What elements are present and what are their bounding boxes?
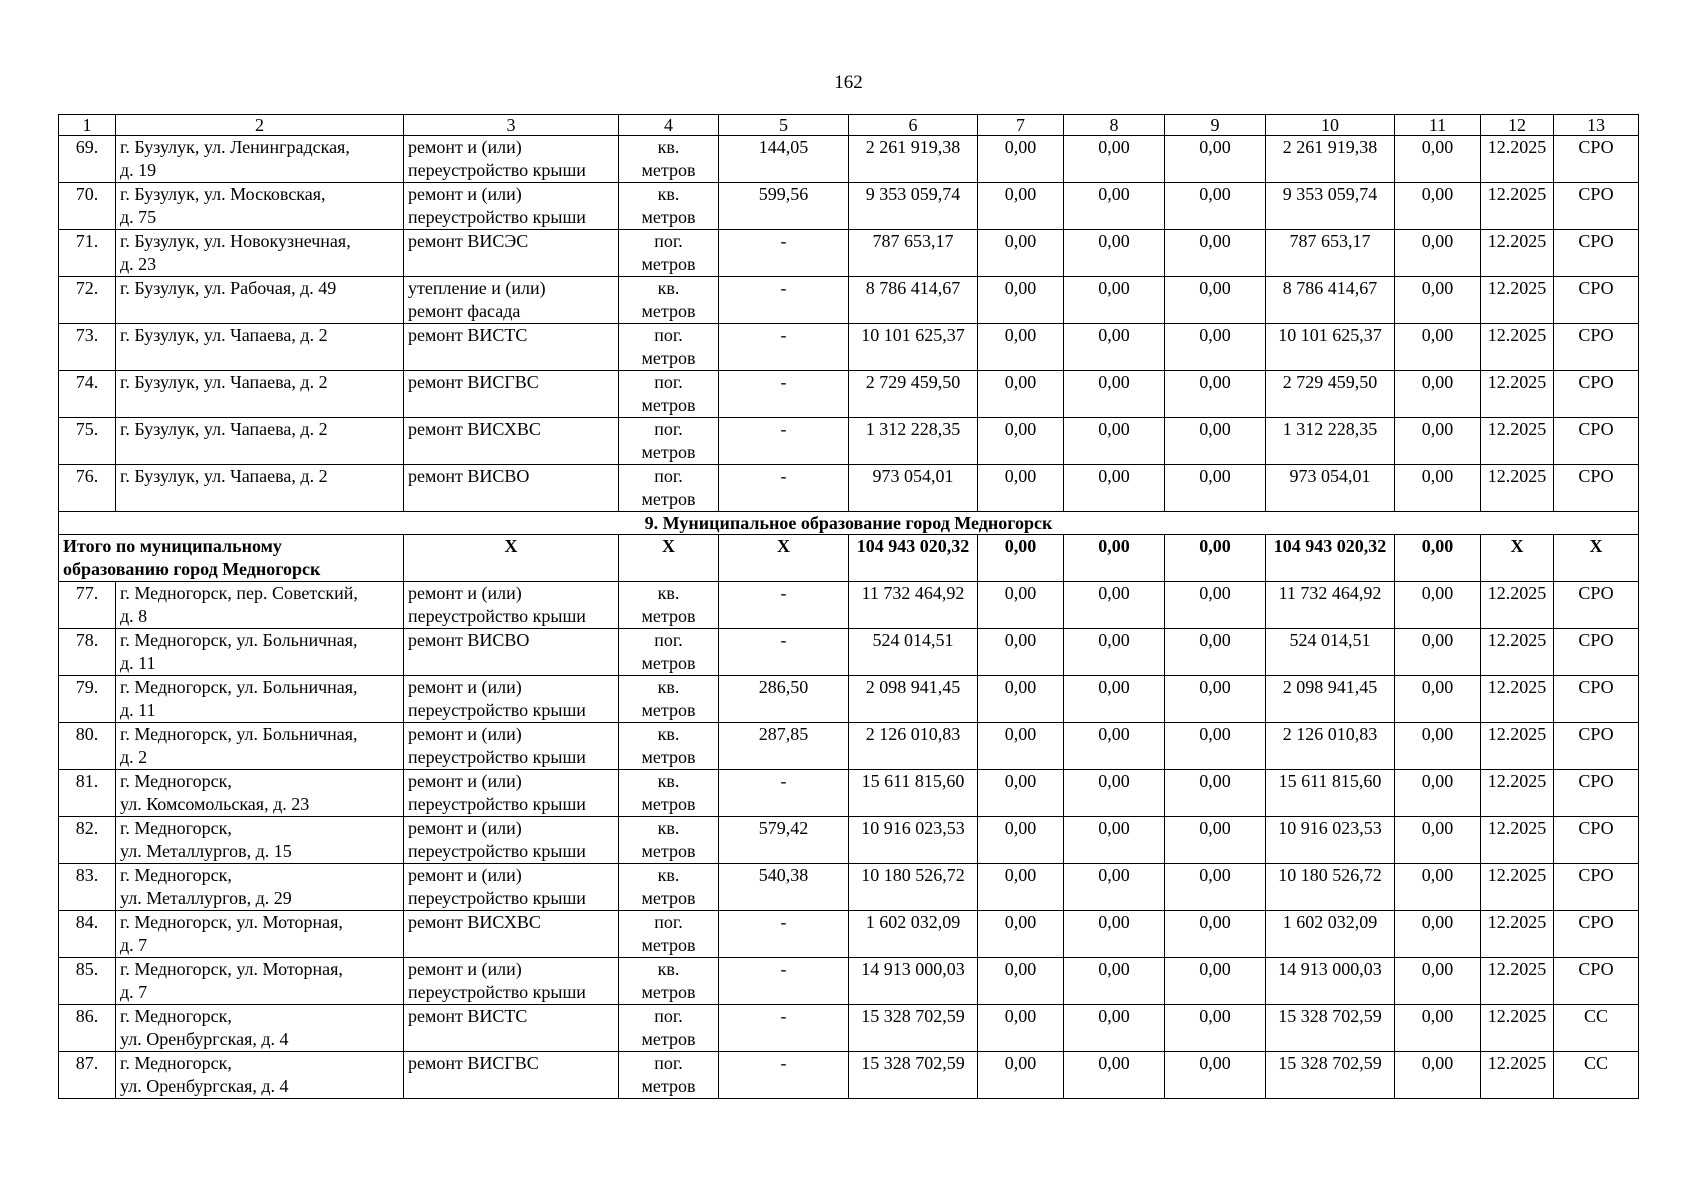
work-type-cell: ремонт и (или) переустройство крыши <box>404 676 619 723</box>
completion-date-cell: 12.2025 <box>1481 864 1554 911</box>
fund-cell: 0,00 <box>1165 183 1266 230</box>
address-cell: г. Медногорск, ул. Больничная, д. 11 <box>116 629 404 676</box>
work-type-cell: ремонт и (или) переустройство крыши <box>404 183 619 230</box>
method-cell: СРО <box>1554 136 1639 183</box>
table-row <box>59 770 1639 817</box>
fund-cell: 0,00 <box>1064 183 1165 230</box>
table-row <box>59 864 1639 911</box>
fund-cell: 0,00 <box>978 1052 1064 1099</box>
total-cost-cell: 1 602 032,09 <box>849 911 978 958</box>
completion-date-cell: 12.2025 <box>1481 676 1554 723</box>
fund-cell: 0,00 <box>1165 1052 1266 1099</box>
fund-cell: 0,00 <box>978 230 1064 277</box>
completion-date-cell: 12.2025 <box>1481 629 1554 676</box>
other-funds-cell: 0,00 <box>1395 629 1481 676</box>
row-number-cell: 72. <box>59 277 116 324</box>
fund-cell: 0,00 <box>1064 817 1165 864</box>
fund-cell: 0,00 <box>1064 723 1165 770</box>
table-row <box>59 911 1639 958</box>
table-row <box>59 1005 1639 1052</box>
area-cell: - <box>719 324 849 371</box>
work-type-cell: ремонт ВИСТС <box>404 324 619 371</box>
row-number-cell: 84. <box>59 911 116 958</box>
fund-cell: 0,00 <box>1064 582 1165 629</box>
fund-cell: 0,00 <box>1165 418 1266 465</box>
total-cost-cell: 2 126 010,83 <box>849 723 978 770</box>
completion-date-cell: 12.2025 <box>1481 277 1554 324</box>
completion-date-cell: 12.2025 <box>1481 1005 1554 1052</box>
column-number-cell: 3 <box>404 115 619 136</box>
fund-cell: 0,00 <box>978 582 1064 629</box>
fund-cell: 0,00 <box>1064 958 1165 1005</box>
other-funds-cell: 0,00 <box>1395 277 1481 324</box>
fund-cell: 0,00 <box>1165 465 1266 512</box>
column-number-cell: 11 <box>1395 115 1481 136</box>
completion-date-cell: 12.2025 <box>1481 958 1554 1005</box>
total-value-cell: 0,00 <box>1064 535 1165 582</box>
total-value-cell: 0,00 <box>978 535 1064 582</box>
area-cell: - <box>719 911 849 958</box>
total-value-cell: 0,00 <box>1165 535 1266 582</box>
work-type-cell: ремонт ВИСХВС <box>404 418 619 465</box>
area-cell: - <box>719 465 849 512</box>
area-cell: - <box>719 277 849 324</box>
total-cost-cell: 10 916 023,53 <box>849 817 978 864</box>
method-cell: СРО <box>1554 582 1639 629</box>
fund-cell: 0,00 <box>1064 676 1165 723</box>
fund-cell: 0,00 <box>978 324 1064 371</box>
row-number-cell: 83. <box>59 864 116 911</box>
fund-cell: 0,00 <box>978 136 1064 183</box>
owner-funds-cell: 2 098 941,45 <box>1266 676 1395 723</box>
fund-cell: 0,00 <box>1064 418 1165 465</box>
total-value-cell: X <box>404 535 619 582</box>
address-cell: г. Медногорск, ул. Больничная, д. 11 <box>116 676 404 723</box>
fund-cell: 0,00 <box>1064 1052 1165 1099</box>
work-type-cell: ремонт ВИСЭС <box>404 230 619 277</box>
table-row <box>59 183 1639 230</box>
total-cost-cell: 14 913 000,03 <box>849 958 978 1005</box>
total-cost-cell: 2 261 919,38 <box>849 136 978 183</box>
page-number: 162 <box>834 72 863 93</box>
total-value-cell: X <box>719 535 849 582</box>
row-number-cell: 75. <box>59 418 116 465</box>
unit-cell: кв. метров <box>619 770 719 817</box>
column-number-cell: 4 <box>619 115 719 136</box>
completion-date-cell: 12.2025 <box>1481 582 1554 629</box>
fund-cell: 0,00 <box>978 958 1064 1005</box>
row-number-cell: 78. <box>59 629 116 676</box>
work-type-cell: ремонт ВИСГВС <box>404 1052 619 1099</box>
address-cell: г. Бузулук, ул. Чапаева, д. 2 <box>116 371 404 418</box>
work-type-cell: ремонт ВИСВО <box>404 465 619 512</box>
total-value-cell: 104 943 020,32 <box>849 535 978 582</box>
row-number-cell: 70. <box>59 183 116 230</box>
section-title: 9. Муниципальное образование город Медногорск <box>59 512 1639 535</box>
column-number-cell: 2 <box>116 115 404 136</box>
column-number-header-row <box>59 115 1639 136</box>
completion-date-cell: 12.2025 <box>1481 183 1554 230</box>
other-funds-cell: 0,00 <box>1395 676 1481 723</box>
address-cell: г. Медногорск, ул. Металлургов, д. 15 <box>116 817 404 864</box>
fund-cell: 0,00 <box>978 770 1064 817</box>
total-cost-cell: 15 328 702,59 <box>849 1052 978 1099</box>
fund-cell: 0,00 <box>1165 230 1266 277</box>
method-cell: СРО <box>1554 418 1639 465</box>
owner-funds-cell: 10 180 526,72 <box>1266 864 1395 911</box>
fund-cell: 0,00 <box>1165 817 1266 864</box>
other-funds-cell: 0,00 <box>1395 817 1481 864</box>
work-type-cell: ремонт ВИСТС <box>404 1005 619 1052</box>
method-cell: СРО <box>1554 676 1639 723</box>
other-funds-cell: 0,00 <box>1395 582 1481 629</box>
address-cell: г. Медногорск, ул. Оренбургская, д. 4 <box>116 1005 404 1052</box>
other-funds-cell: 0,00 <box>1395 911 1481 958</box>
table-body <box>59 115 1639 1099</box>
owner-funds-cell: 15 328 702,59 <box>1266 1052 1395 1099</box>
address-cell: г. Бузулук, ул. Московская, д. 75 <box>116 183 404 230</box>
row-number-cell: 79. <box>59 676 116 723</box>
method-cell: СРО <box>1554 324 1639 371</box>
other-funds-cell: 0,00 <box>1395 770 1481 817</box>
address-cell: г. Медногорск, ул. Моторная, д. 7 <box>116 911 404 958</box>
area-cell: 540,38 <box>719 864 849 911</box>
total-value-cell: 0,00 <box>1395 535 1481 582</box>
column-number-cell: 10 <box>1266 115 1395 136</box>
other-funds-cell: 0,00 <box>1395 723 1481 770</box>
column-number-cell: 9 <box>1165 115 1266 136</box>
table-row <box>59 629 1639 676</box>
other-funds-cell: 0,00 <box>1395 1052 1481 1099</box>
area-cell: 286,50 <box>719 676 849 723</box>
fund-cell: 0,00 <box>1064 136 1165 183</box>
method-cell: СРО <box>1554 465 1639 512</box>
unit-cell: пог. метров <box>619 629 719 676</box>
work-type-cell: ремонт и (или) переустройство крыши <box>404 723 619 770</box>
total-cost-cell: 2 729 459,50 <box>849 371 978 418</box>
row-number-cell: 87. <box>59 1052 116 1099</box>
method-cell: СРО <box>1554 723 1639 770</box>
municipality-total-row <box>59 535 1639 582</box>
column-number-cell: 8 <box>1064 115 1165 136</box>
unit-cell: пог. метров <box>619 418 719 465</box>
work-type-cell: ремонт ВИСХВС <box>404 911 619 958</box>
unit-cell: кв. метров <box>619 277 719 324</box>
column-number-cell: 1 <box>59 115 116 136</box>
fund-cell: 0,00 <box>1165 371 1266 418</box>
unit-cell: кв. метров <box>619 183 719 230</box>
completion-date-cell: 12.2025 <box>1481 911 1554 958</box>
other-funds-cell: 0,00 <box>1395 371 1481 418</box>
fund-cell: 0,00 <box>1064 277 1165 324</box>
method-cell: СРО <box>1554 817 1639 864</box>
other-funds-cell: 0,00 <box>1395 183 1481 230</box>
total-cost-cell: 524 014,51 <box>849 629 978 676</box>
address-cell: г. Медногорск, ул. Оренбургская, д. 4 <box>116 1052 404 1099</box>
fund-cell: 0,00 <box>1165 277 1266 324</box>
column-number-cell: 13 <box>1554 115 1639 136</box>
owner-funds-cell: 2 729 459,50 <box>1266 371 1395 418</box>
work-type-cell: ремонт и (или) переустройство крыши <box>404 582 619 629</box>
owner-funds-cell: 10 101 625,37 <box>1266 324 1395 371</box>
table-row <box>59 230 1639 277</box>
completion-date-cell: 12.2025 <box>1481 817 1554 864</box>
owner-funds-cell: 2 261 919,38 <box>1266 136 1395 183</box>
fund-cell: 0,00 <box>978 676 1064 723</box>
column-number-cell: 5 <box>719 115 849 136</box>
method-cell: СРО <box>1554 770 1639 817</box>
table-row <box>59 582 1639 629</box>
address-cell: г. Медногорск, ул. Моторная, д. 7 <box>116 958 404 1005</box>
unit-cell: пог. метров <box>619 465 719 512</box>
completion-date-cell: 12.2025 <box>1481 770 1554 817</box>
owner-funds-cell: 2 126 010,83 <box>1266 723 1395 770</box>
address-cell: г. Бузулук, ул. Рабочая, д. 49 <box>116 277 404 324</box>
column-number-cell: 7 <box>978 115 1064 136</box>
completion-date-cell: 12.2025 <box>1481 1052 1554 1099</box>
method-cell: СС <box>1554 1052 1639 1099</box>
owner-funds-cell: 8 786 414,67 <box>1266 277 1395 324</box>
fund-cell: 0,00 <box>978 911 1064 958</box>
method-cell: СС <box>1554 1005 1639 1052</box>
row-number-cell: 74. <box>59 371 116 418</box>
fund-cell: 0,00 <box>1064 371 1165 418</box>
unit-cell: пог. метров <box>619 1005 719 1052</box>
total-cost-cell: 1 312 228,35 <box>849 418 978 465</box>
fund-cell: 0,00 <box>978 723 1064 770</box>
work-type-cell: утепление и (или) ремонт фасада <box>404 277 619 324</box>
area-cell: 144,05 <box>719 136 849 183</box>
row-number-cell: 80. <box>59 723 116 770</box>
total-cost-cell: 973 054,01 <box>849 465 978 512</box>
address-cell: г. Медногорск, ул. Металлургов, д. 29 <box>116 864 404 911</box>
area-cell: 287,85 <box>719 723 849 770</box>
unit-cell: кв. метров <box>619 723 719 770</box>
address-cell: г. Медногорск, ул. Больничная, д. 2 <box>116 723 404 770</box>
method-cell: СРО <box>1554 629 1639 676</box>
capital-repair-table <box>58 114 1639 1099</box>
work-type-cell: ремонт и (или) переустройство крыши <box>404 864 619 911</box>
method-cell: СРО <box>1554 230 1639 277</box>
owner-funds-cell: 1 602 032,09 <box>1266 911 1395 958</box>
row-number-cell: 76. <box>59 465 116 512</box>
work-type-cell: ремонт и (или) переустройство крыши <box>404 136 619 183</box>
total-cost-cell: 9 353 059,74 <box>849 183 978 230</box>
fund-cell: 0,00 <box>1165 1005 1266 1052</box>
unit-cell: кв. метров <box>619 582 719 629</box>
fund-cell: 0,00 <box>1064 465 1165 512</box>
address-cell: г. Бузулук, ул. Новокузнечная, д. 23 <box>116 230 404 277</box>
fund-cell: 0,00 <box>978 817 1064 864</box>
area-cell: 579,42 <box>719 817 849 864</box>
unit-cell: пог. метров <box>619 911 719 958</box>
table-row <box>59 324 1639 371</box>
address-cell: г. Бузулук, ул. Чапаева, д. 2 <box>116 324 404 371</box>
fund-cell: 0,00 <box>978 277 1064 324</box>
total-cost-cell: 15 328 702,59 <box>849 1005 978 1052</box>
fund-cell: 0,00 <box>1064 1005 1165 1052</box>
fund-cell: 0,00 <box>1165 723 1266 770</box>
area-cell: - <box>719 230 849 277</box>
completion-date-cell: 12.2025 <box>1481 230 1554 277</box>
unit-cell: кв. метров <box>619 864 719 911</box>
method-cell: СРО <box>1554 371 1639 418</box>
method-cell: СРО <box>1554 911 1639 958</box>
address-cell: г. Медногорск, пер. Советский, д. 8 <box>116 582 404 629</box>
total-cost-cell: 10 101 625,37 <box>849 324 978 371</box>
fund-cell: 0,00 <box>1064 864 1165 911</box>
row-number-cell: 82. <box>59 817 116 864</box>
address-cell: г. Бузулук, ул. Чапаева, д. 2 <box>116 418 404 465</box>
other-funds-cell: 0,00 <box>1395 324 1481 371</box>
total-value-cell: X <box>619 535 719 582</box>
other-funds-cell: 0,00 <box>1395 230 1481 277</box>
total-value-cell: 104 943 020,32 <box>1266 535 1395 582</box>
fund-cell: 0,00 <box>978 418 1064 465</box>
fund-cell: 0,00 <box>978 371 1064 418</box>
fund-cell: 0,00 <box>1165 136 1266 183</box>
other-funds-cell: 0,00 <box>1395 958 1481 1005</box>
owner-funds-cell: 973 054,01 <box>1266 465 1395 512</box>
method-cell: СРО <box>1554 183 1639 230</box>
owner-funds-cell: 11 732 464,92 <box>1266 582 1395 629</box>
fund-cell: 0,00 <box>1064 230 1165 277</box>
fund-cell: 0,00 <box>978 1005 1064 1052</box>
address-cell: г. Медногорск, ул. Комсомольская, д. 23 <box>116 770 404 817</box>
total-cost-cell: 15 611 815,60 <box>849 770 978 817</box>
area-cell: - <box>719 958 849 1005</box>
completion-date-cell: 12.2025 <box>1481 371 1554 418</box>
other-funds-cell: 0,00 <box>1395 1005 1481 1052</box>
fund-cell: 0,00 <box>978 183 1064 230</box>
table-row <box>59 817 1639 864</box>
column-number-cell: 6 <box>849 115 978 136</box>
column-number-cell: 12 <box>1481 115 1554 136</box>
fund-cell: 0,00 <box>1165 582 1266 629</box>
other-funds-cell: 0,00 <box>1395 136 1481 183</box>
other-funds-cell: 0,00 <box>1395 418 1481 465</box>
row-number-cell: 73. <box>59 324 116 371</box>
row-number-cell: 86. <box>59 1005 116 1052</box>
area-cell: - <box>719 582 849 629</box>
row-number-cell: 69. <box>59 136 116 183</box>
completion-date-cell: 12.2025 <box>1481 324 1554 371</box>
table-row <box>59 371 1639 418</box>
table-row <box>59 418 1639 465</box>
owner-funds-cell: 15 611 815,60 <box>1266 770 1395 817</box>
unit-cell: пог. метров <box>619 230 719 277</box>
table-row <box>59 723 1639 770</box>
other-funds-cell: 0,00 <box>1395 864 1481 911</box>
fund-cell: 0,00 <box>978 864 1064 911</box>
total-cost-cell: 787 653,17 <box>849 230 978 277</box>
unit-cell: кв. метров <box>619 958 719 1005</box>
address-cell: г. Бузулук, ул. Ленинградская, д. 19 <box>116 136 404 183</box>
total-cost-cell: 10 180 526,72 <box>849 864 978 911</box>
table-row <box>59 465 1639 512</box>
table-row <box>59 1052 1639 1099</box>
fund-cell: 0,00 <box>1165 629 1266 676</box>
fund-cell: 0,00 <box>1064 770 1165 817</box>
table-row <box>59 958 1639 1005</box>
method-cell: СРО <box>1554 277 1639 324</box>
owner-funds-cell: 524 014,51 <box>1266 629 1395 676</box>
owner-funds-cell: 1 312 228,35 <box>1266 418 1395 465</box>
fund-cell: 0,00 <box>1165 324 1266 371</box>
total-cost-cell: 2 098 941,45 <box>849 676 978 723</box>
address-cell: г. Бузулук, ул. Чапаева, д. 2 <box>116 465 404 512</box>
table-row <box>59 277 1639 324</box>
owner-funds-cell: 15 328 702,59 <box>1266 1005 1395 1052</box>
work-type-cell: ремонт и (или) переустройство крыши <box>404 958 619 1005</box>
owner-funds-cell: 10 916 023,53 <box>1266 817 1395 864</box>
total-cost-cell: 8 786 414,67 <box>849 277 978 324</box>
completion-date-cell: 12.2025 <box>1481 418 1554 465</box>
fund-cell: 0,00 <box>1165 958 1266 1005</box>
fund-cell: 0,00 <box>978 629 1064 676</box>
row-number-cell: 71. <box>59 230 116 277</box>
fund-cell: 0,00 <box>1064 324 1165 371</box>
fund-cell: 0,00 <box>1165 911 1266 958</box>
work-type-cell: ремонт ВИСГВС <box>404 371 619 418</box>
unit-cell: пог. метров <box>619 371 719 418</box>
total-value-cell: X <box>1554 535 1639 582</box>
table-row <box>59 136 1639 183</box>
fund-cell: 0,00 <box>978 465 1064 512</box>
row-number-cell: 85. <box>59 958 116 1005</box>
area-cell: - <box>719 629 849 676</box>
unit-cell: кв. метров <box>619 676 719 723</box>
owner-funds-cell: 9 353 059,74 <box>1266 183 1395 230</box>
fund-cell: 0,00 <box>1064 629 1165 676</box>
unit-cell: пог. метров <box>619 1052 719 1099</box>
unit-cell: кв. метров <box>619 136 719 183</box>
completion-date-cell: 12.2025 <box>1481 723 1554 770</box>
fund-cell: 0,00 <box>1064 911 1165 958</box>
completion-date-cell: 12.2025 <box>1481 465 1554 512</box>
unit-cell: кв. метров <box>619 817 719 864</box>
work-type-cell: ремонт ВИСВО <box>404 629 619 676</box>
fund-cell: 0,00 <box>1165 864 1266 911</box>
area-cell: - <box>719 418 849 465</box>
owner-funds-cell: 14 913 000,03 <box>1266 958 1395 1005</box>
total-label: Итого по муниципальному образованию город Медногорск <box>59 535 404 582</box>
work-type-cell: ремонт и (или) переустройство крыши <box>404 770 619 817</box>
row-number-cell: 77. <box>59 582 116 629</box>
table-row <box>59 676 1639 723</box>
owner-funds-cell: 787 653,17 <box>1266 230 1395 277</box>
method-cell: СРО <box>1554 958 1639 1005</box>
row-number-cell: 81. <box>59 770 116 817</box>
area-cell: - <box>719 1052 849 1099</box>
fund-cell: 0,00 <box>1165 676 1266 723</box>
area-cell: - <box>719 371 849 418</box>
area-cell: 599,56 <box>719 183 849 230</box>
area-cell: - <box>719 770 849 817</box>
work-type-cell: ремонт и (или) переустройство крыши <box>404 817 619 864</box>
area-cell: - <box>719 1005 849 1052</box>
section-header-row <box>59 512 1639 535</box>
other-funds-cell: 0,00 <box>1395 465 1481 512</box>
completion-date-cell: 12.2025 <box>1481 136 1554 183</box>
unit-cell: пог. метров <box>619 324 719 371</box>
total-cost-cell: 11 732 464,92 <box>849 582 978 629</box>
total-value-cell: X <box>1481 535 1554 582</box>
method-cell: СРО <box>1554 864 1639 911</box>
fund-cell: 0,00 <box>1165 770 1266 817</box>
